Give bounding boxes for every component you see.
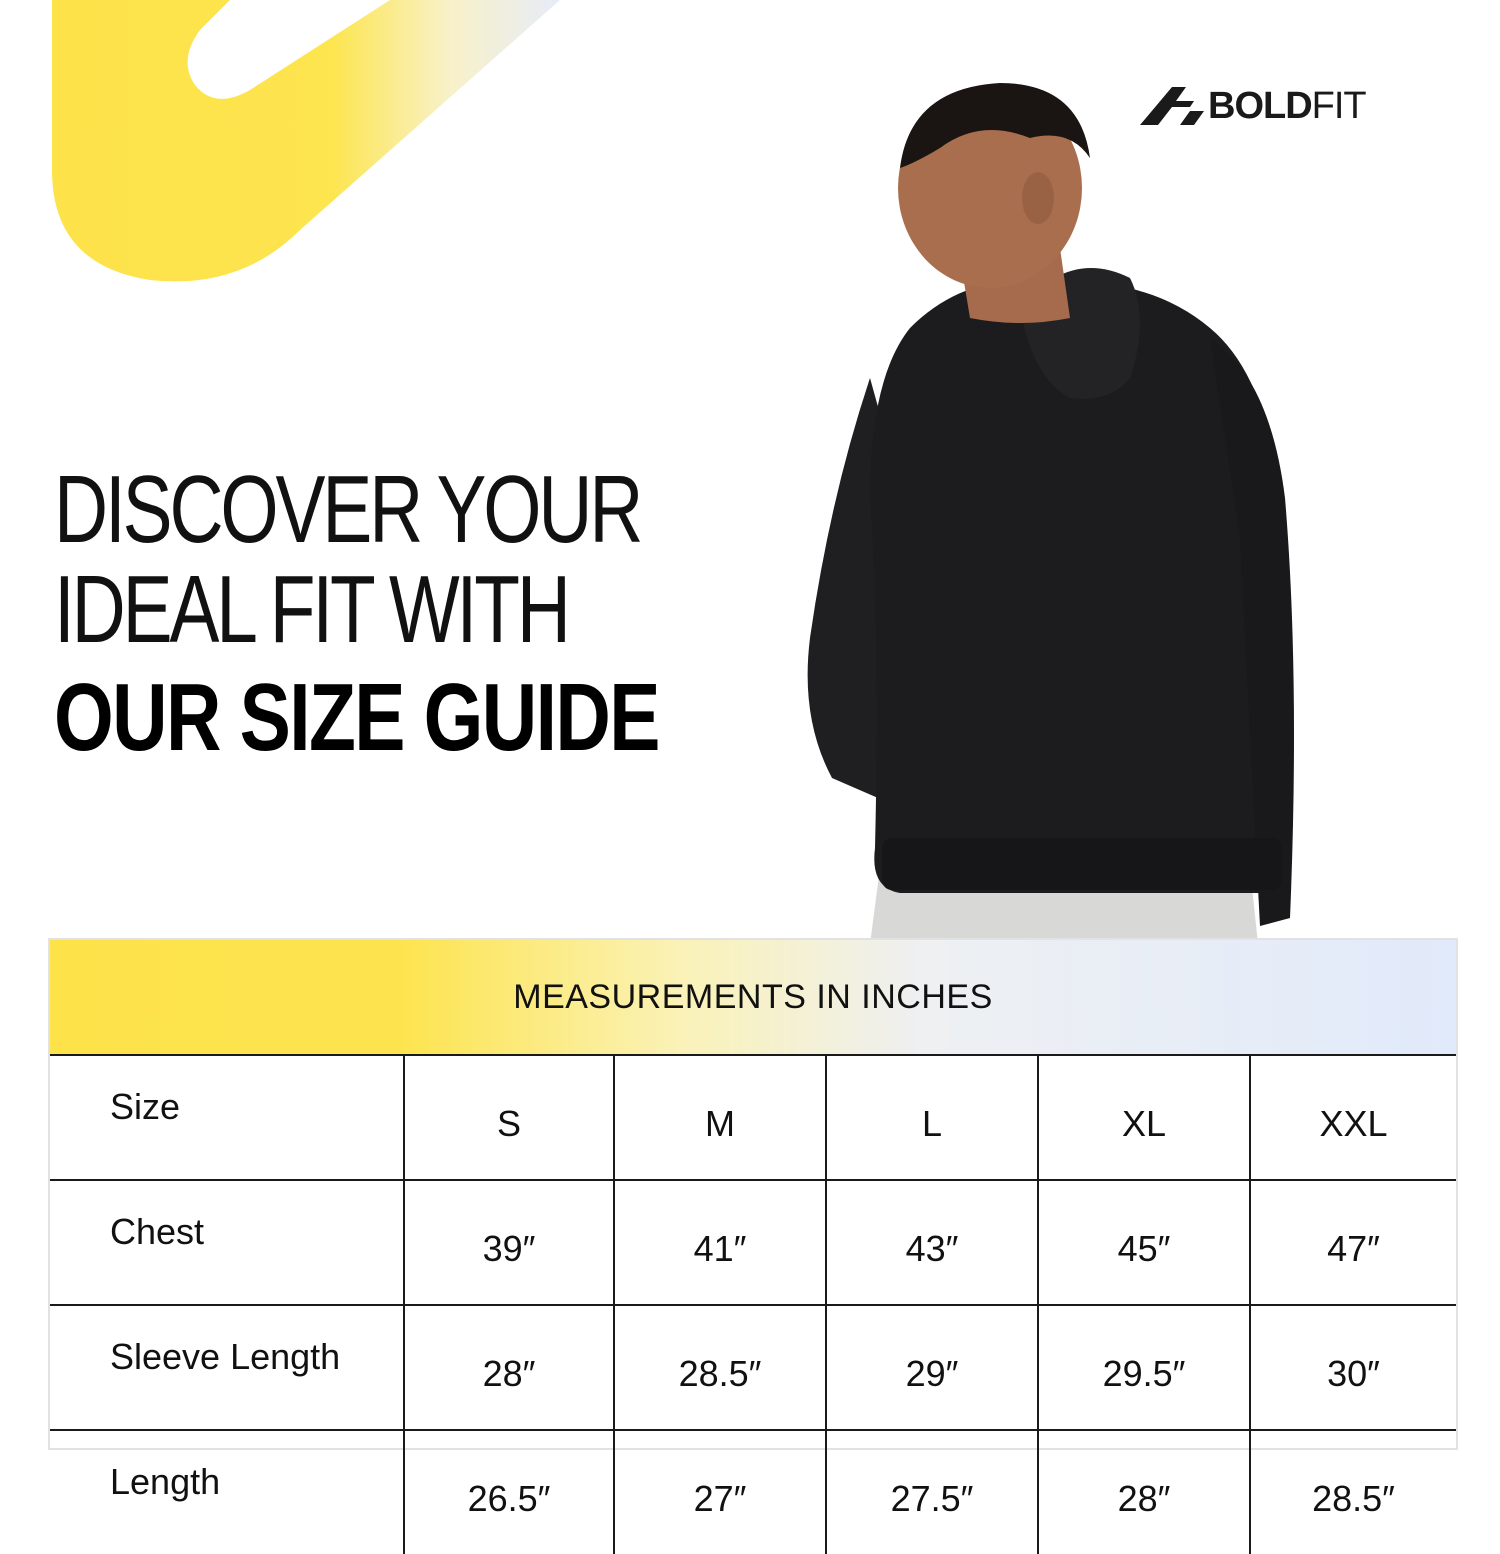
table-cell: 47″ <box>1250 1180 1456 1305</box>
headline <box>54 456 774 771</box>
table-cell: 39″ <box>404 1180 614 1305</box>
table-row <box>50 1056 1456 1180</box>
table-cell: 28″ <box>404 1305 614 1430</box>
table-cell: 41″ <box>614 1180 826 1305</box>
table-cell: 27.5″ <box>826 1430 1038 1554</box>
row-label-sleeve-length: Sleeve Length <box>50 1305 404 1430</box>
table-cell: L <box>826 1056 1038 1180</box>
table-cell: 28.5″ <box>1250 1430 1456 1554</box>
size-chart-title: MEASUREMENTS IN INCHES <box>513 977 993 1016</box>
table-row <box>50 1180 1456 1305</box>
table-cell: 30″ <box>1250 1305 1456 1430</box>
table-cell: XL <box>1038 1056 1250 1180</box>
table-row <box>50 1430 1456 1554</box>
decorative-swoosh <box>0 0 640 320</box>
table-cell: 27″ <box>614 1430 826 1554</box>
brand-name-bold: BOLD <box>1208 85 1312 127</box>
table-cell: 28″ <box>1038 1430 1250 1554</box>
model-hoodie-image <box>770 78 1330 944</box>
row-label-length: Length <box>50 1430 404 1554</box>
size-chart-header <box>50 940 1456 1056</box>
size-chart <box>48 938 1458 1519</box>
size-table <box>50 1056 1456 1554</box>
row-label-size: Size <box>110 1086 181 1127</box>
row-label-chest: Chest <box>50 1180 404 1305</box>
headline-line-2: IDEAL FIT WITH <box>54 556 568 663</box>
table-cell: 28.5″ <box>614 1305 826 1430</box>
table-cell: 43″ <box>826 1180 1038 1305</box>
headline-line-1: DISCOVER YOUR <box>54 456 641 563</box>
table-cell: 45″ <box>1038 1180 1250 1305</box>
headline-line-3: OUR SIZE GUIDE <box>54 664 659 771</box>
table-cell: 29.5″ <box>1038 1305 1250 1430</box>
table-cell: S <box>404 1056 614 1180</box>
brand-name-light: FIT <box>1311 85 1366 127</box>
table-row <box>50 1305 1456 1430</box>
table-cell: XXL <box>1250 1056 1456 1180</box>
table-cell: 26.5″ <box>404 1430 614 1554</box>
table-cell: 29″ <box>826 1305 1038 1430</box>
table-cell: M <box>614 1056 826 1180</box>
